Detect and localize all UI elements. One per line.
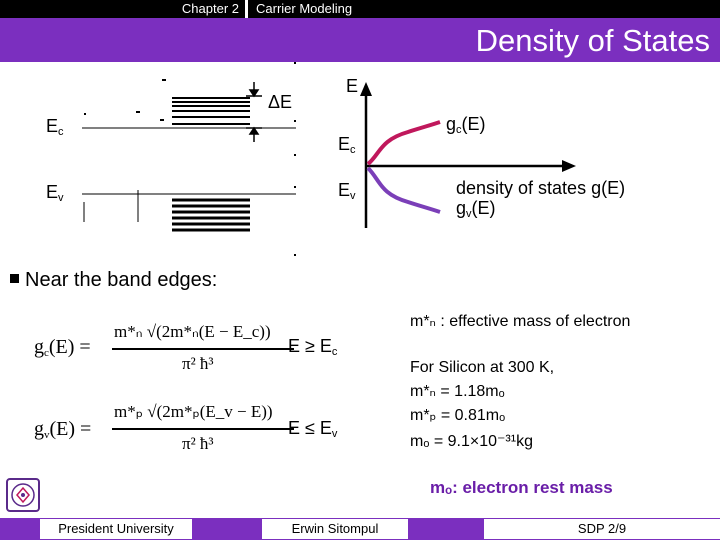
e-axis-arrow xyxy=(360,82,372,96)
mo-value: mₒ = 9.1×10⁻³¹kg xyxy=(410,433,533,450)
gv-condition: $E \le E_v$ xyxy=(288,418,338,440)
dos-ec-label: $E_c$ xyxy=(338,134,356,156)
dos-e-axis-label: E xyxy=(346,76,359,96)
footer-university: President University xyxy=(40,519,192,539)
gc-label: $g_c(E)$ xyxy=(446,114,486,136)
gv-fraction-bar xyxy=(112,428,294,430)
gv-curve xyxy=(368,168,440,212)
dos-label: density of states g(E) xyxy=(456,178,626,198)
band-diagram xyxy=(0,62,310,262)
slide-title: Density of States xyxy=(475,23,710,58)
valence-ticks xyxy=(84,190,138,222)
ev-label: $E_v$ xyxy=(46,182,64,204)
mn-definition: m*ₙ : effective mass of electron xyxy=(410,313,631,330)
gc-formula: $g_c(E)$ = m*ₙ √(2m*ₙ(E − E_c)) π² ħ³ xyxy=(34,316,274,382)
gv-denominator: π² ħ³ xyxy=(182,434,214,453)
mo-note: mₒ: electron rest mass xyxy=(430,478,613,497)
section-label: Carrier Modeling xyxy=(248,0,720,18)
gc-numerator: m*ₙ √(2m*ₙ(E − E_c)) xyxy=(114,322,271,341)
gv-label: $g_v(E)$ xyxy=(456,198,496,220)
bullet-near-band-edges: Near the band edges: xyxy=(10,268,217,292)
chapter-label: Chapter 2 xyxy=(0,0,245,18)
gc-denominator: π² ħ³ xyxy=(182,354,214,373)
gv-formula: $g_v(E)$ = m*ₚ √(2m*ₚ(E_v − E)) π² ħ³ xyxy=(34,398,274,464)
valence-levels xyxy=(172,200,250,230)
gc-fraction-bar xyxy=(112,348,294,350)
conduction-levels xyxy=(84,80,250,124)
footer-slide-number: SDP 2/9 xyxy=(484,519,720,539)
gc-condition: $E \ge E_c$ xyxy=(288,336,338,358)
silicon-heading: For Silicon at 300 K, xyxy=(410,359,555,376)
mn-value: m*ₙ = 1.18mₒ xyxy=(410,383,505,400)
divider-dots xyxy=(294,62,296,256)
mp-value: m*ₚ = 0.81mₒ xyxy=(410,407,506,424)
g-axis-arrow xyxy=(562,160,576,172)
gc-curve xyxy=(368,122,440,164)
delta-e-label: ΔE xyxy=(268,92,293,112)
gv-numerator: m*ₚ √(2m*ₚ(E_v − E)) xyxy=(114,402,273,421)
logo-emblem-icon xyxy=(8,480,38,510)
footer-author: Erwin Sitompul xyxy=(262,519,408,539)
university-logo xyxy=(6,478,40,512)
ec-label: $E_c$ xyxy=(46,116,64,138)
bullet-marker xyxy=(10,274,19,283)
dos-ev-label: $E_v$ xyxy=(338,180,356,202)
